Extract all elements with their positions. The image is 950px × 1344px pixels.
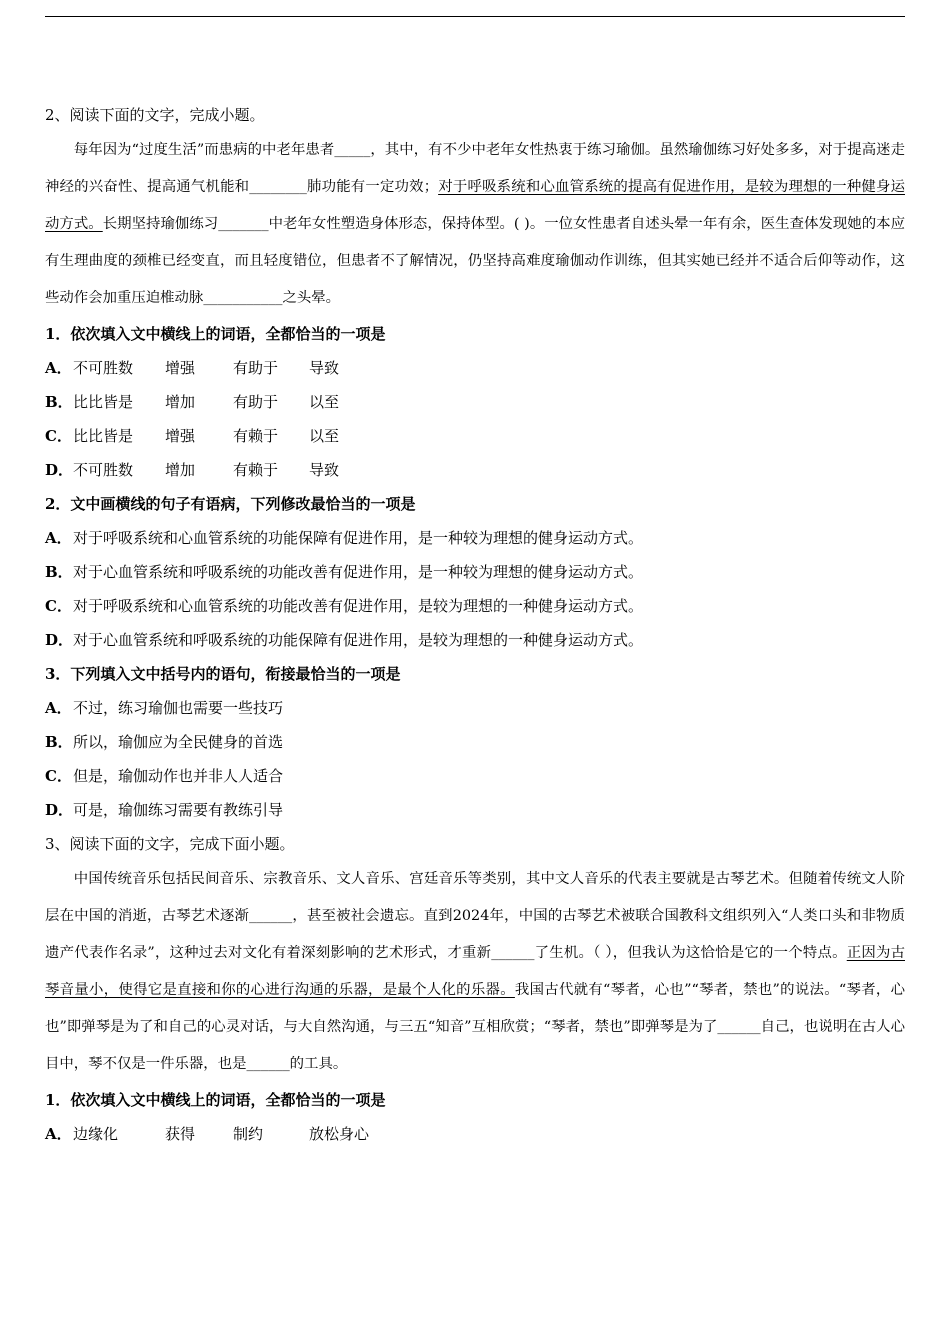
option-text: 但是，瑜伽动作也并非人人适合	[73, 767, 284, 785]
q3-passage-underlined-sentence: 正因为古琴音量小，使得它是直接和你的心进行沟通的乐器，是最个人化的乐器。	[45, 945, 905, 998]
q3-passage-text-segment: 的工具。	[289, 1056, 348, 1072]
q3-sub1-stem: 1．依次填入文中横线上的词语，全都恰当的一项是	[45, 1091, 386, 1109]
q2-sub3-stem: 3．下列填入文中括号内的语句，衔接最恰当的一项是	[45, 665, 401, 683]
q2-passage-underlined-sentence: 对于呼吸系统和心血管系统的提高有促进作用，是较为理想的一种健身运动方式。	[45, 179, 905, 232]
option-word: 增强	[165, 427, 196, 445]
option-word: 有赖于	[233, 461, 279, 479]
option-word: 获得	[165, 1125, 196, 1143]
q2-passage-text-segment: ________	[249, 179, 307, 195]
option-d[interactable]	[45, 793, 905, 827]
option-text: 可是，瑜伽练习需要有教练引导	[73, 801, 284, 819]
q2-passage-text-segment: 每年因为“过度生活”而患病的中老年患者	[73, 142, 335, 158]
option-label: A．	[45, 699, 72, 717]
q3-sub1-options	[45, 1117, 905, 1151]
option-word: 导致	[309, 461, 340, 479]
option-b[interactable]	[45, 385, 905, 419]
option-word: 以至	[309, 427, 340, 445]
option-d[interactable]	[45, 453, 905, 487]
q2-passage-text-segment: _______	[218, 216, 269, 232]
q3-passage-text-segment: 中国传统音乐包括民间音乐、宗教音乐、文人音乐、宫廷音乐等类别，其中文人音乐的代表主要就是古琴艺术。但随着传统文人阶层在中国的消逝，古琴艺术逐渐	[45, 871, 905, 924]
q3-passage-text-segment: ______	[491, 945, 535, 961]
q3-passage-text-segment: ______	[246, 1056, 290, 1072]
option-word: 导致	[309, 359, 340, 377]
option-a[interactable]	[45, 351, 905, 385]
option-word: 增强	[165, 359, 196, 377]
q3-passage-text-segment: 我国古代就有“琴者，心也”“琴者，禁也”的说法。“琴者，心也”即弹琴是为了和自己的心灵对话，与大自然沟通，与三五“知音”互相欣赏；“琴者，禁也”即弹琴是为了	[45, 982, 905, 1035]
question-3-passage	[45, 861, 905, 1083]
q3-passage-text-segment: 自己，也说明在古人心目中，琴不仅是一件乐器，也是	[45, 1019, 905, 1072]
q2-passage-text-segment: ___________	[203, 290, 283, 306]
option-word: 边缘化	[73, 1125, 119, 1143]
q2-sub2-stem: 2．文中画横线的句子有语病，下列修改最恰当的一项是	[45, 495, 416, 513]
q2-passage-text-segment: 之头晕。	[282, 290, 341, 306]
option-word: 以至	[309, 393, 340, 411]
option-word: 不可胜数	[73, 461, 134, 479]
question-2-heading: 2、阅读下面的文字，完成小题。	[45, 106, 265, 124]
option-label: C．	[45, 597, 72, 615]
q2-sub1-stem: 1．依次填入文中横线上的词语，全都恰当的一项是	[45, 325, 386, 343]
option-label: A．	[45, 1125, 72, 1143]
option-word: 增加	[165, 393, 196, 411]
option-text: 对于心血管系统和呼吸系统的功能保障有促进作用，是较为理想的一种健身运动方式。	[73, 631, 644, 649]
option-c[interactable]	[45, 419, 905, 453]
q3-passage-text-segment: ______	[249, 908, 293, 924]
option-text: 对于呼吸系统和心血管系统的功能保障有促进作用，是一种较为理想的健身运动方式。	[73, 529, 644, 547]
option-word: 有助于	[233, 359, 279, 377]
option-b[interactable]	[45, 725, 905, 759]
option-text: 所以，瑜伽应为全民健身的首选	[73, 733, 284, 751]
option-word: 不可胜数	[73, 359, 134, 377]
option-word: 放松身心	[309, 1125, 370, 1143]
q3-passage-text-segment: ，甚至被社会遗忘。直到2024年，中国的古琴艺术被联合国教科文组织列入“人类口头和非物质遗产代表作名录”，这种过去对文化有着深刻影响的艺术形式，才重新	[45, 908, 905, 961]
option-a[interactable]	[45, 1117, 905, 1151]
option-c[interactable]	[45, 589, 905, 623]
option-word: 增加	[165, 461, 196, 479]
option-d[interactable]	[45, 623, 905, 657]
q2-sub1-options	[45, 351, 905, 487]
option-label: D．	[45, 461, 74, 479]
option-text: 对于呼吸系统和心血管系统的功能改善有促进作用，是较为理想的一种健身运动方式。	[73, 597, 644, 615]
option-label: C．	[45, 767, 72, 785]
option-c[interactable]	[45, 759, 905, 793]
q2-passage-text-segment: _____	[334, 142, 371, 158]
q2-passage-text-segment: ，其中，有不少中老年女性热衷于练习瑜伽。虽然瑜伽练习好处多多，对于提高迷走神经的兴奋性、提高通气机能和	[45, 142, 905, 195]
q2-sub2-options	[45, 521, 905, 657]
option-word: 比比皆是	[73, 393, 134, 411]
q2-sub3-options	[45, 691, 905, 827]
q3-passage-text-segment: ______	[717, 1019, 761, 1035]
option-label: D．	[45, 631, 74, 649]
option-label: B．	[45, 563, 73, 581]
option-label: D．	[45, 801, 74, 819]
option-word: 制约	[233, 1125, 264, 1143]
q2-passage-text-segment: 长期坚持瑜伽练习	[102, 216, 219, 232]
q2-passage-text-segment: 中老年女性塑造身体形态，保持体型。( )。一位女性患者自述头晕一年有余，医生查体发现她的本应有生理曲度的颈椎已经变直，而且轻度错位，但患者不了解情况，仍坚持高难度瑜伽动作训练，但其实她已经并不适合后仰等动作，这些动作会加重压迫椎动脉	[45, 216, 905, 306]
option-label: B．	[45, 733, 73, 751]
option-label: B．	[45, 393, 73, 411]
option-word: 比比皆是	[73, 427, 134, 445]
option-label: A．	[45, 529, 72, 547]
option-b[interactable]	[45, 555, 905, 589]
option-word: 有助于	[233, 393, 279, 411]
question-3-heading: 3、阅读下面的文字，完成下面小题。	[45, 835, 295, 853]
option-label: A．	[45, 359, 72, 377]
question-2-passage	[45, 132, 905, 317]
document-page	[45, 98, 905, 1151]
option-label: C．	[45, 427, 72, 445]
option-a[interactable]	[45, 521, 905, 555]
option-text: 对于心血管系统和呼吸系统的功能改善有促进作用，是一种较为理想的健身运动方式。	[73, 563, 644, 581]
option-a[interactable]	[45, 691, 905, 725]
q3-passage-text-segment: 了生机。（ ），但我认为这恰恰是它的一个特点。	[534, 945, 847, 961]
header-rule	[45, 16, 905, 17]
q2-passage-text-segment: 肺功能有一定功效；	[306, 179, 439, 195]
option-word: 有赖于	[233, 427, 279, 445]
option-text: 不过，练习瑜伽也需要一些技巧	[73, 699, 284, 717]
